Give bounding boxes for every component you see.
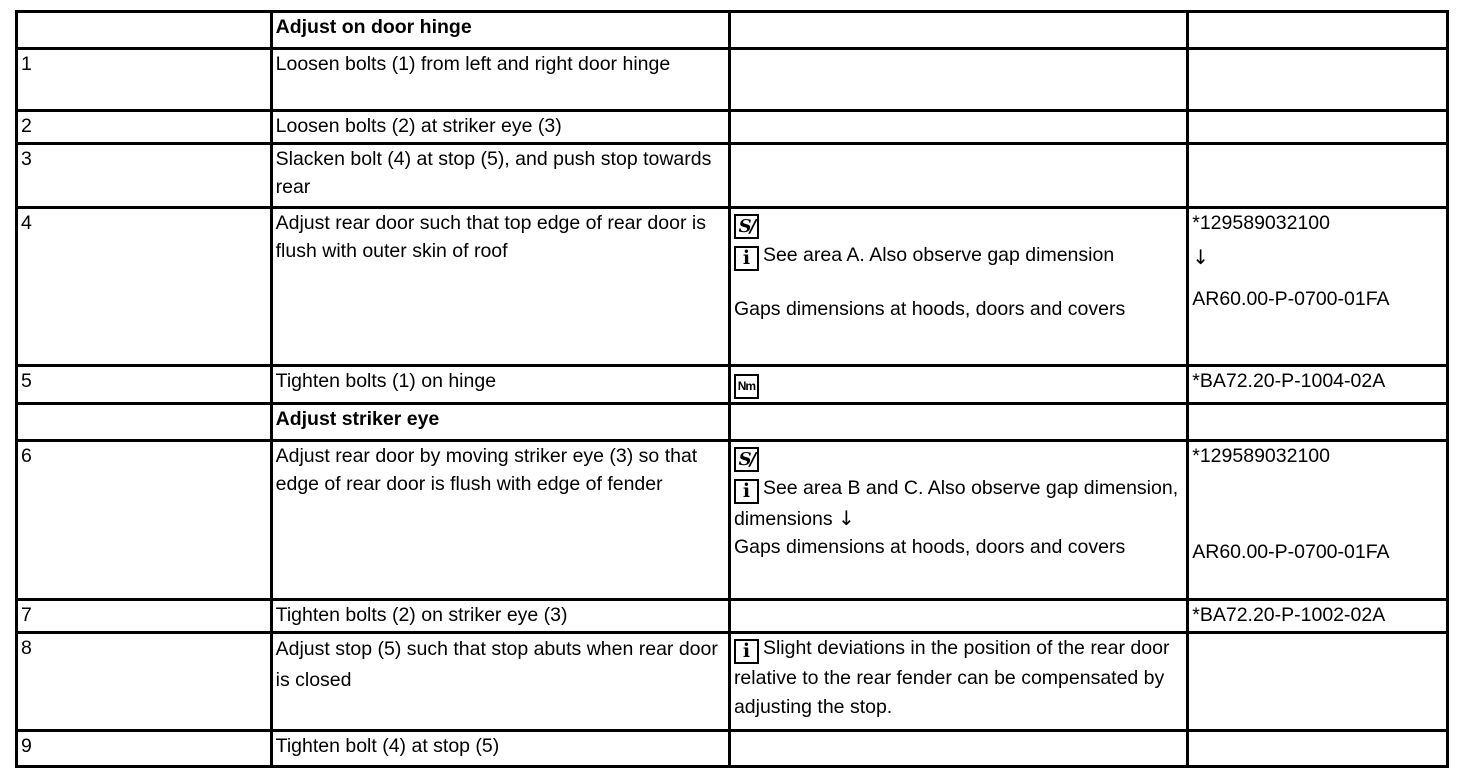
info-note: See area B and C. Also observe gap dimension, dimensions [733, 477, 1179, 530]
torque-nm-icon[interactable]: Nm [734, 374, 759, 399]
step-number: 5 [17, 366, 272, 404]
section-heading: Adjust on door hinge [271, 12, 729, 49]
step-number: 6 [17, 441, 272, 600]
info-cell [729, 404, 1187, 441]
step-action: Adjust rear door such that top edge of rear door is flush with outer skin of roof [271, 208, 729, 366]
table-row [17, 731, 1448, 767]
step-action: Adjust stop (5) such that stop abuts when rear door is closed [271, 633, 729, 731]
info-cell [729, 12, 1187, 49]
step-number: 4 [17, 208, 272, 366]
table-row [17, 633, 1448, 731]
document-reference-link[interactable]: AR60.00-P-0700-01FA [1192, 288, 1390, 310]
step-number: 7 [17, 600, 272, 633]
info-note: Slight deviations in the position of the rear door relative to the rear fender can be compensated by adjusting the stop. [733, 637, 1170, 718]
step-action: Loosen bolts (1) from left and right door hinge [271, 49, 729, 111]
ref-cell [1188, 441, 1448, 600]
step-number: 3 [17, 144, 272, 208]
info-note: See area A. Also observe gap dimension [762, 244, 1115, 266]
step-number: 1 [17, 49, 272, 111]
info-cell [729, 144, 1187, 208]
ref-cell [1188, 12, 1448, 49]
info-cell [729, 600, 1187, 633]
special-tool-icon: S/ [734, 447, 759, 472]
procedure-table [15, 10, 1449, 768]
ref-cell [1188, 111, 1448, 144]
step-action: Tighten bolts (1) on hinge [271, 366, 729, 404]
gap-dimensions-link[interactable]: Gaps dimensions at hoods, doors and covers [733, 536, 1126, 558]
info-icon: i [734, 479, 759, 504]
table-row [17, 208, 1448, 366]
table-row [17, 111, 1448, 144]
special-tool-icon: S/ [734, 214, 759, 239]
torque-reference-link[interactable]: *BA72.20-P-1004-02A [1192, 370, 1386, 392]
step-action: Tighten bolt (4) at stop (5) [271, 731, 729, 767]
ref-cell [1188, 366, 1448, 404]
ref-cell [1188, 600, 1448, 633]
table-row [17, 144, 1448, 208]
torque-reference-link[interactable]: *BA72.20-P-1002-02A [1192, 604, 1386, 626]
step-number: 8 [17, 633, 272, 731]
tool-number: *129589032100 [1192, 212, 1330, 234]
table-row [17, 49, 1448, 111]
gap-dimensions-link[interactable]: Gaps dimensions at hoods, doors and covers [733, 298, 1126, 320]
section-heading: Adjust striker eye [271, 404, 729, 441]
ref-cell [1188, 731, 1448, 767]
ref-cell [1188, 404, 1448, 441]
info-cell [729, 441, 1187, 600]
info-cell [729, 49, 1187, 111]
document-reference-link[interactable]: AR60.00-P-0700-01FA [1192, 541, 1390, 563]
step-number: 9 [17, 731, 272, 767]
down-arrow-icon[interactable]: ↓ [838, 506, 855, 530]
step-action: Adjust rear door by moving striker eye (3) so that edge of rear door is flush with edge of fender [271, 441, 729, 600]
step-number: 2 [17, 111, 272, 144]
step-number [17, 404, 272, 441]
table-row [17, 366, 1448, 404]
step-action: Slacken bolt (4) at stop (5), and push stop towards rear [271, 144, 729, 208]
table-row [17, 12, 1448, 49]
info-icon: i [734, 246, 759, 271]
ref-cell [1188, 633, 1448, 731]
info-cell [729, 633, 1187, 731]
step-action: Loosen bolts (2) at striker eye (3) [271, 111, 729, 144]
table-row [17, 600, 1448, 633]
ref-cell [1188, 144, 1448, 208]
tool-number: *129589032100 [1192, 445, 1330, 467]
step-action: Tighten bolts (2) on striker eye (3) [271, 600, 729, 633]
ref-cell [1188, 49, 1448, 111]
info-cell [729, 731, 1187, 767]
table-row [17, 441, 1448, 600]
info-icon: i [734, 639, 759, 664]
step-number [17, 12, 272, 49]
ref-cell [1188, 208, 1448, 366]
table-row [17, 404, 1448, 441]
info-cell [729, 111, 1187, 144]
info-cell [729, 366, 1187, 404]
info-cell [729, 208, 1187, 366]
down-arrow-icon[interactable]: ↓ [1192, 245, 1210, 269]
